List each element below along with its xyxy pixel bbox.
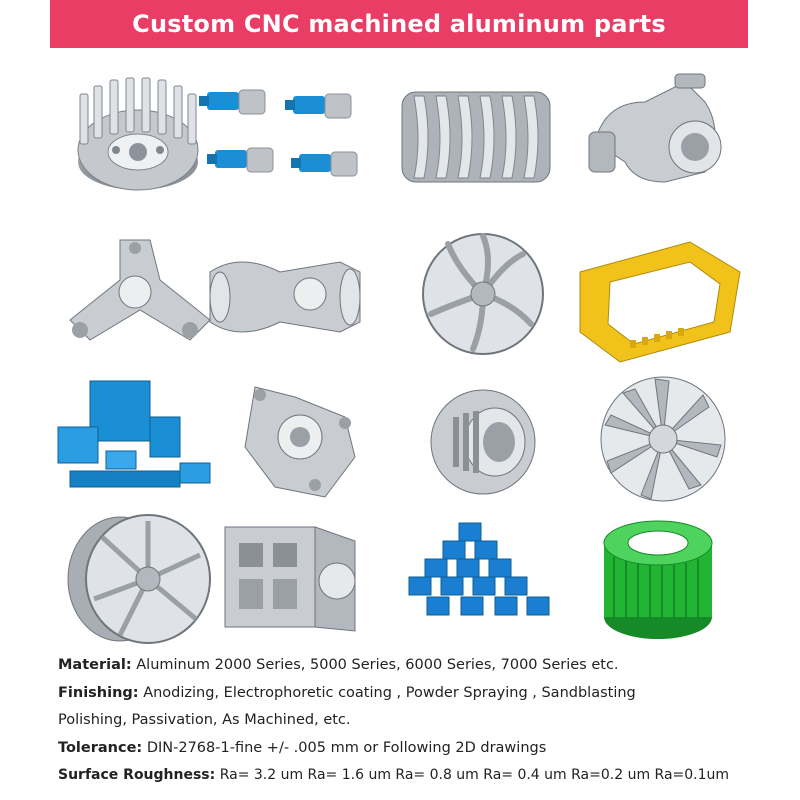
product-image-spiral-roller (390, 62, 565, 207)
product-image-blue-heatsinks (395, 507, 570, 652)
product-image-spoke-wheel-disc (395, 222, 570, 367)
specifications (58, 652, 778, 790)
product-image-steering-knuckle (215, 367, 390, 512)
spec-roughness-label: Surface Roughness: (58, 767, 216, 783)
spec-finishing-value-2: Polishing, Passivation, As Machined, etc. (58, 712, 351, 728)
product-image-alloy-rim (50, 507, 225, 652)
spec-finishing-value: Anodizing, Electrophoretic coating , Powder Spraying , Sandblasting (143, 684, 636, 701)
spec-roughness-value: Ra= 3.2 um Ra= 1.6 um Ra= 0.8 um Ra= 0.4 um Ra=0.2 um Ra=0.1um (219, 767, 730, 783)
product-image-triple-clamp (50, 222, 225, 367)
product-image-cylinder-head-block (215, 507, 390, 652)
product-image-elbow-housing (575, 62, 750, 207)
product-image-gold-frame (570, 222, 745, 367)
product-image-blue-anodized-pins (195, 62, 370, 207)
page-title-banner (50, 0, 748, 48)
product-image-flange-coupling (395, 367, 570, 512)
product-image-impeller (575, 367, 750, 512)
product-image-green-finned-cylinder (570, 507, 745, 652)
spec-tolerance (58, 735, 778, 763)
spec-roughness (58, 762, 778, 790)
product-image-blue-anodized-blocks (50, 367, 225, 512)
spec-material-value: Aluminum 2000 Series, 5000 Series, 6000 Series, 7000 Series etc. (136, 657, 619, 673)
spec-finishing (58, 680, 778, 708)
spec-material (58, 652, 778, 680)
page-title: Custom CNC machined aluminum parts (132, 10, 666, 38)
spec-finishing-continued (58, 707, 778, 735)
spec-tolerance-label: Tolerance: (58, 739, 143, 756)
spec-finishing-label: Finishing: (58, 684, 139, 701)
product-image-intake-manifold (200, 222, 375, 367)
product-grid (50, 62, 750, 642)
spec-material-label: Material: (58, 657, 132, 673)
spec-tolerance-value: DIN-2768-1-fine +/- .005 mm or Following 2D drawings (146, 739, 547, 756)
